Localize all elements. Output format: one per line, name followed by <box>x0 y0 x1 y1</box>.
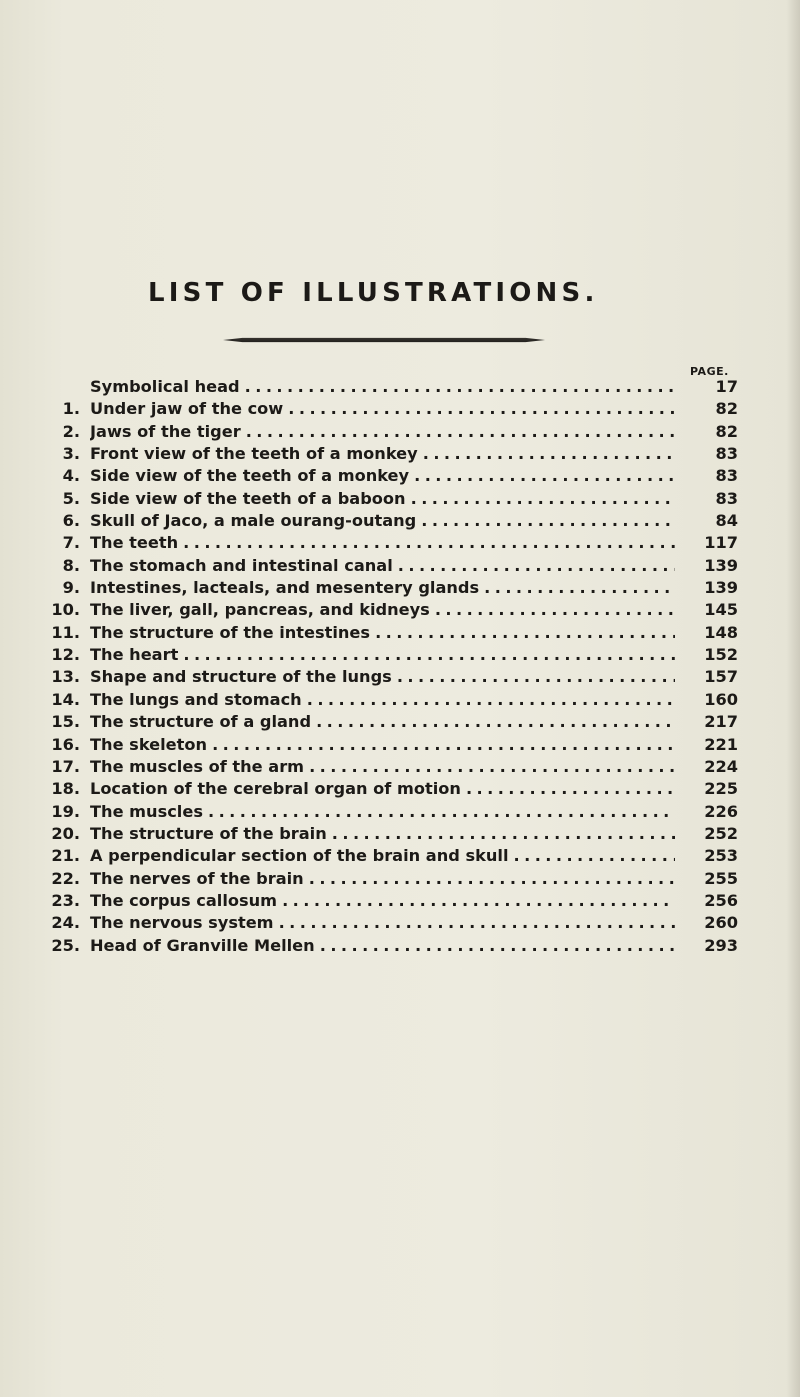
entry-page-number: 160 <box>704 689 738 709</box>
entry-page-number: 217 <box>704 712 738 732</box>
entry-number: 17. <box>51 756 80 776</box>
entry-number: 12. <box>51 645 80 665</box>
entry-title-leader <box>90 376 675 398</box>
entry-title-leader <box>90 912 675 934</box>
illustrations-list <box>44 376 744 957</box>
entry-number: 1. <box>62 399 80 419</box>
list-item <box>44 465 744 487</box>
entry-title-leader <box>90 756 675 778</box>
entry-title-leader <box>90 465 675 487</box>
entry-number: 14. <box>51 689 80 709</box>
entry-number: 2. <box>62 421 80 441</box>
entry-page-number: 256 <box>704 890 738 910</box>
title-ornament-rule <box>223 337 545 343</box>
entry-page-number: 145 <box>704 600 738 620</box>
list-item <box>44 555 744 577</box>
list-item <box>44 599 744 621</box>
list-item <box>44 488 744 510</box>
entry-number: 3. <box>62 444 80 464</box>
entry-number: 15. <box>51 712 80 732</box>
entry-title: Intestines, lacteals, and mesentery glands . . . <box>90 578 675 597</box>
entry-title-leader <box>90 935 675 957</box>
entry-page-number: 225 <box>704 779 738 799</box>
entry-number: 21. <box>51 846 80 866</box>
entry-title-leader <box>90 778 675 800</box>
list-item <box>44 912 744 934</box>
list-item <box>44 935 744 957</box>
entry-title-leader <box>90 599 675 621</box>
entry-page-number: 139 <box>704 578 738 598</box>
entry-title: The stomach and intestinal canal . . . <box>90 556 675 575</box>
list-item <box>44 376 744 398</box>
list-item <box>44 666 744 688</box>
list-item <box>44 510 744 532</box>
entry-title: Front view of the teeth of a monkey . . . <box>90 444 675 463</box>
entry-title-leader <box>90 890 675 912</box>
entry-title-leader <box>90 734 675 756</box>
entry-title: The structure of the intestines . . . <box>90 623 675 642</box>
entry-title-leader <box>90 510 675 532</box>
entry-number: 25. <box>51 935 80 955</box>
list-item <box>44 734 744 756</box>
entry-title-leader <box>90 532 675 554</box>
entry-title: Skull of Jaco, a male ourang-outang . . . <box>90 511 675 530</box>
entry-page-number: 84 <box>715 511 738 531</box>
entry-page-number: 253 <box>704 846 738 866</box>
entry-title: The muscles of the arm . . . <box>90 757 675 776</box>
entry-title-leader <box>90 666 675 688</box>
entry-page-number: 255 <box>704 868 738 888</box>
entry-title: Head of Granville Mellen . . . <box>90 936 675 955</box>
list-item <box>44 801 744 823</box>
entry-page-number: 17 <box>715 377 738 396</box>
entry-title-leader <box>90 398 675 420</box>
entry-page-number: 252 <box>704 823 738 843</box>
entry-number: 22. <box>51 868 80 888</box>
entry-number: 7. <box>62 533 80 553</box>
entry-title-leader <box>90 711 675 733</box>
page-column-heading: PAGE. <box>690 365 729 378</box>
entry-title: Shape and structure of the lungs . . . <box>90 667 675 686</box>
entry-title: The liver, gall, pancreas, and kidneys . . . <box>90 600 675 619</box>
list-item <box>44 421 744 443</box>
entry-title: Symbolical head . . . <box>90 377 675 396</box>
entry-title: The nerves of the brain . . . <box>90 869 675 888</box>
entry-number: 19. <box>51 801 80 821</box>
list-item <box>44 398 744 420</box>
list-item <box>44 778 744 800</box>
entry-number: 20. <box>51 823 80 843</box>
list-item <box>44 689 744 711</box>
entry-title: The teeth . . . <box>90 533 675 552</box>
entry-number: 4. <box>62 466 80 486</box>
entry-title-leader <box>90 421 675 443</box>
entry-title: The corpus callosum . . . <box>90 891 675 910</box>
entry-title-leader <box>90 443 675 465</box>
entry-page-number: 117 <box>704 533 738 553</box>
entry-title: Location of the cerebral organ of motion . . . <box>90 779 675 798</box>
list-item <box>44 532 744 554</box>
entry-title: Side view of the teeth of a baboon . . . <box>90 489 675 508</box>
entry-title: A perpendicular section of the brain and skull . . . <box>90 846 675 865</box>
entry-number: 16. <box>51 734 80 754</box>
entry-number: 6. <box>62 511 80 531</box>
entry-page-number: 293 <box>704 935 738 955</box>
entry-title: The nervous system . . . <box>90 913 675 932</box>
entry-number: 11. <box>51 622 80 642</box>
entry-title: The muscles . . . <box>90 802 675 821</box>
entry-title-leader <box>90 823 675 845</box>
entry-page-number: 157 <box>704 667 738 687</box>
entry-title-leader <box>90 555 675 577</box>
entry-page-number: 82 <box>715 421 738 441</box>
entry-number: 8. <box>62 555 80 575</box>
entry-number: 23. <box>51 890 80 910</box>
list-item <box>44 845 744 867</box>
entry-title: The structure of the brain . . . <box>90 824 675 843</box>
entry-title: Jaws of the tiger . . . <box>90 422 675 441</box>
list-item <box>44 890 744 912</box>
entry-page-number: 83 <box>715 488 738 508</box>
entry-number: 24. <box>51 913 80 933</box>
entry-title-leader <box>90 488 675 510</box>
entry-title-leader <box>90 868 675 890</box>
entry-number: 5. <box>62 488 80 508</box>
entry-page-number: 82 <box>715 399 738 419</box>
entry-title: The heart . . . <box>90 645 675 664</box>
entry-title-leader <box>90 689 675 711</box>
entry-title: The structure of a gland . . . <box>90 712 675 731</box>
entry-title-leader <box>90 622 675 644</box>
page-edge-shadow <box>786 0 800 1397</box>
entry-title: The lungs and stomach . . . <box>90 690 675 709</box>
list-item <box>44 756 744 778</box>
list-item <box>44 868 744 890</box>
entry-page-number: 226 <box>704 801 738 821</box>
list-item <box>44 823 744 845</box>
entry-page-number: 139 <box>704 555 738 575</box>
entry-title: The skeleton . . . <box>90 735 675 754</box>
page-title: LIST OF ILLUSTRATIONS. <box>148 278 599 308</box>
entry-title-leader <box>90 644 675 666</box>
entry-page-number: 224 <box>704 756 738 776</box>
list-item <box>44 443 744 465</box>
entry-title: Under jaw of the cow . . . <box>90 399 675 418</box>
entry-page-number: 83 <box>715 466 738 486</box>
entry-page-number: 221 <box>704 734 738 754</box>
entry-page-number: 260 <box>704 913 738 933</box>
entry-number: 9. <box>62 578 80 598</box>
entry-number: 13. <box>51 667 80 687</box>
list-item <box>44 644 744 666</box>
list-item <box>44 711 744 733</box>
list-item <box>44 577 744 599</box>
entry-title-leader <box>90 845 675 867</box>
entry-page-number: 83 <box>715 444 738 464</box>
entry-title: Side view of the teeth of a monkey . . . <box>90 466 675 485</box>
list-item <box>44 622 744 644</box>
entry-title-leader <box>90 801 675 823</box>
entry-number: 18. <box>51 779 80 799</box>
entry-title-leader <box>90 577 675 599</box>
entry-page-number: 152 <box>704 645 738 665</box>
entry-number: 10. <box>51 600 80 620</box>
entry-page-number: 148 <box>704 622 738 642</box>
